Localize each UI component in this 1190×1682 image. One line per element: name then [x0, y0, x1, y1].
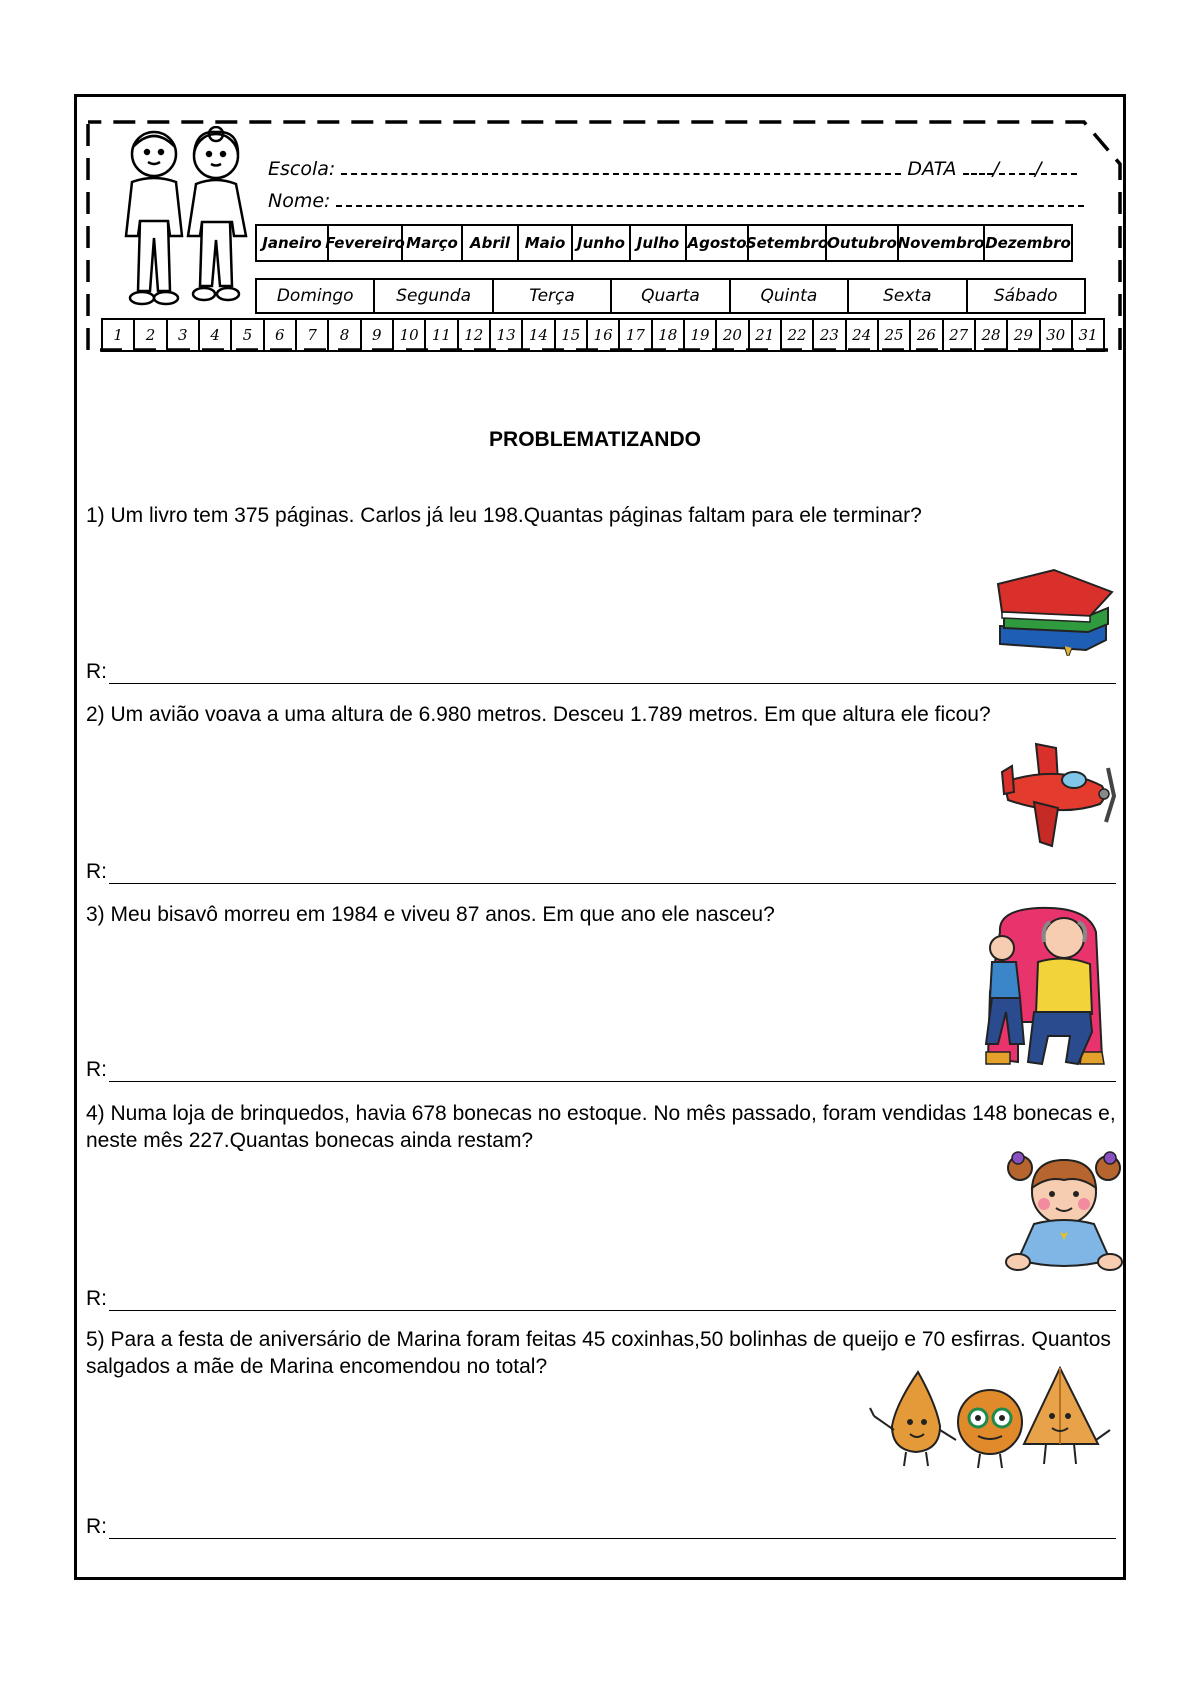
question-3-text: 3) Meu bisavô morreu em 1984 e viveu 87 anos. Em que ano ele nasceu? [86, 903, 775, 926]
school-label: Escola: [268, 158, 336, 180]
month-cell[interactable]: Outubro [827, 226, 899, 260]
day-cell[interactable]: 23 [814, 320, 846, 350]
day-cell[interactable]: 18 [653, 320, 685, 350]
day-cell[interactable]: 9 [362, 320, 394, 350]
day-cell[interactable]: 31 [1078, 326, 1098, 344]
day-cell[interactable]: 27 [944, 320, 976, 350]
month-cell[interactable]: Março [403, 226, 463, 260]
days-row [101, 318, 1105, 352]
date-separator-2: / [1034, 158, 1042, 180]
month-cell[interactable]: Setembro [749, 226, 827, 260]
day-cell[interactable]: 8 [329, 320, 361, 350]
weekday-cell[interactable]: Quinta [731, 280, 849, 312]
day-cell[interactable]: 13 [491, 320, 523, 350]
month-cell[interactable]: Abril [463, 226, 519, 260]
name-label: Nome: [268, 190, 331, 212]
name-input-line[interactable] [336, 191, 1084, 207]
months-row [255, 224, 1073, 262]
weekday-cell[interactable]: Quarta [612, 280, 730, 312]
date-year-line[interactable] [1041, 159, 1077, 175]
question-5-text: 5) Para a festa de aniversário de Marina foram feitas 45 coxinhas,50 bolinhas de queijo e 70 esfirras. Quantos salgados a mãe de Marina encomendou no total? [86, 1328, 1111, 1378]
answer-5-line[interactable] [109, 1518, 1116, 1539]
day-cell[interactable]: 4 [200, 320, 232, 350]
question-2-text: 2) Um avião voava a uma altura de 6.980 metros. Desceu 1.789 metros. Em que altura ele ficou? [86, 703, 991, 726]
school-input-line[interactable] [341, 159, 901, 175]
day-cell[interactable]: 10 [394, 320, 426, 350]
answer-2 [86, 860, 1116, 884]
day-cell[interactable]: 2 [135, 320, 167, 350]
day-cell[interactable]: 14 [523, 320, 555, 350]
day-cell[interactable]: 12 [459, 320, 491, 350]
date-day-line[interactable] [963, 159, 993, 175]
day-cell[interactable]: 21 [750, 320, 782, 350]
answer-3-label: R: [86, 1058, 107, 1081]
date-month-line[interactable] [999, 159, 1035, 175]
doll-icon [1004, 1150, 1124, 1276]
children-illustration [116, 126, 256, 316]
books-icon [994, 568, 1114, 656]
month-cell[interactable]: Fevereiro [329, 226, 403, 260]
date-label: DATA [907, 158, 957, 180]
answer-3 [86, 1058, 1116, 1082]
month-cell[interactable]: Maio [519, 226, 573, 260]
day-cell[interactable]: 11 [426, 320, 458, 350]
day-cell[interactable]: 5 [232, 320, 264, 350]
month-cell[interactable]: Novembro [899, 226, 985, 260]
day-cell[interactable]: 15 [556, 320, 588, 350]
day-cell[interactable]: 19 [685, 320, 717, 350]
answer-2-line[interactable] [109, 863, 1116, 884]
day-cell[interactable]: 17 [620, 320, 652, 350]
name-field [268, 190, 1084, 212]
day-cell[interactable]: 28 [976, 320, 1008, 350]
snacks-icon [866, 1364, 1116, 1470]
answer-2-label: R: [86, 860, 107, 883]
date-separator-1: / [992, 158, 999, 180]
weekday-cell[interactable]: Terça [494, 280, 612, 312]
day-cell[interactable]: 22 [782, 320, 814, 350]
school-field [268, 158, 1077, 180]
day-cell[interactable]: 26 [911, 320, 943, 350]
day-cell[interactable]: 24 [847, 320, 879, 350]
day-cell[interactable]: 1 [103, 320, 135, 350]
day-cell[interactable]: 3 [168, 320, 200, 350]
question-4-text: 4) Numa loja de brinquedos, havia 678 bonecas no estoque. No mês passado, foram vendidas 148 bonecas e, neste mês 227.Quantas bonecas ainda restam? [86, 1102, 1116, 1152]
grandfather-icon [978, 902, 1112, 1066]
weekday-cell[interactable]: Sábado [993, 286, 1058, 306]
answer-1 [86, 660, 1116, 684]
day-cell[interactable]: 6 [265, 320, 297, 350]
weekdays-row [255, 278, 1086, 314]
month-cell[interactable]: Dezembro [985, 234, 1071, 252]
answer-5 [86, 1515, 1116, 1539]
answer-3-line[interactable] [109, 1061, 1116, 1082]
airplane-icon [1000, 742, 1118, 848]
day-cell[interactable]: 29 [1008, 320, 1040, 350]
page-title: PROBLEMATIZANDO [489, 428, 701, 451]
answer-1-line[interactable] [109, 663, 1116, 684]
day-cell[interactable]: 16 [588, 320, 620, 350]
answer-4-label: R: [86, 1287, 107, 1310]
day-cell[interactable]: 25 [879, 320, 911, 350]
question-1-text: 1) Um livro tem 375 páginas. Carlos já leu 198.Quantas páginas faltam para ele terminar? [86, 504, 922, 527]
day-cell[interactable]: 20 [717, 320, 749, 350]
weekday-cell[interactable]: Sexta [849, 280, 967, 312]
answer-4 [86, 1287, 1116, 1311]
month-cell[interactable]: Junho [573, 226, 631, 260]
answer-5-label: R: [86, 1515, 107, 1538]
day-cell[interactable]: 7 [297, 320, 329, 350]
month-cell[interactable]: Julho [631, 226, 687, 260]
answer-1-label: R: [86, 660, 107, 683]
weekday-cell[interactable]: Segunda [375, 280, 493, 312]
answer-4-line[interactable] [109, 1290, 1116, 1311]
month-cell[interactable]: Janeiro [257, 226, 329, 260]
weekday-cell[interactable]: Domingo [257, 280, 375, 312]
day-cell[interactable]: 30 [1041, 320, 1073, 350]
month-cell[interactable]: Agosto [687, 226, 749, 260]
